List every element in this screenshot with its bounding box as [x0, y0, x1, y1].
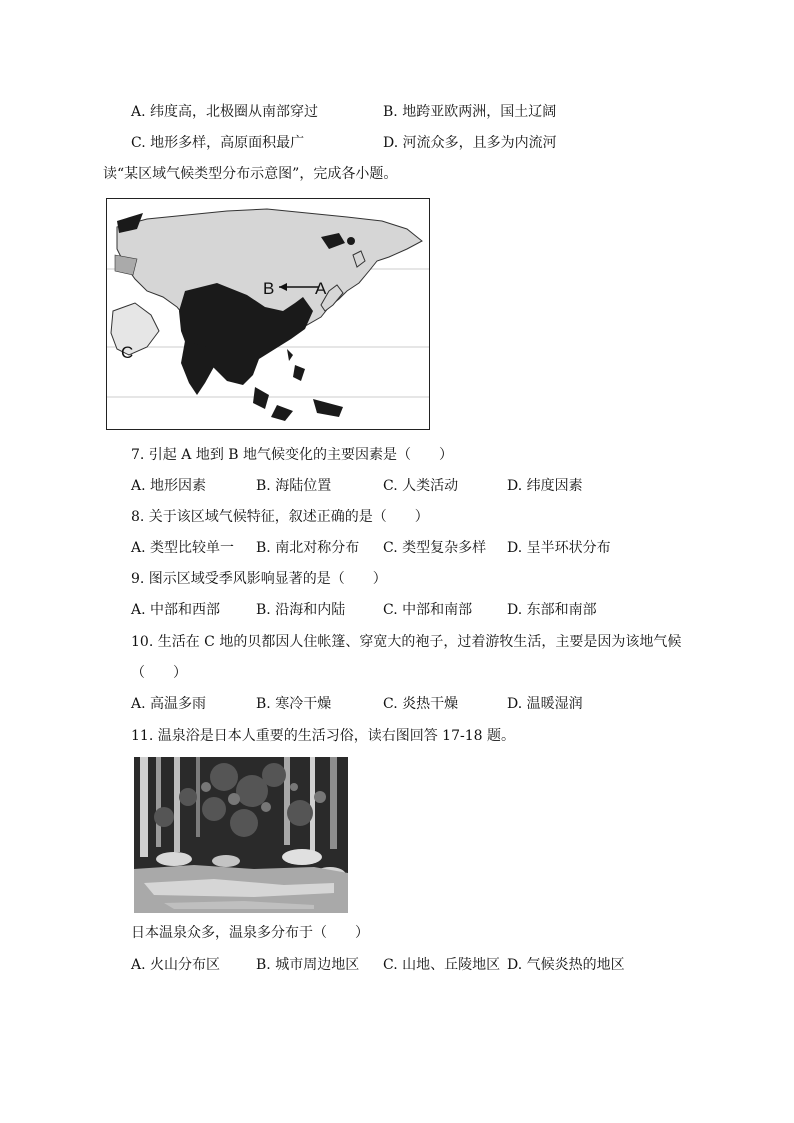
q8-option-d: D. 呈半环状分布: [507, 540, 611, 556]
q10-stem: 10. 生活在 C 地的贝都因人住帐篷、穿宽大的袍子，过着游牧生活，主要是因为该地气候: [131, 634, 682, 650]
q7-option-d: D. 纬度因素: [507, 478, 583, 494]
q11-option-d: D. 气候炎热的地区: [507, 957, 625, 973]
q7-option-a: A. 地形因素: [131, 478, 207, 494]
q10-option-b: B. 寒冷干燥: [256, 696, 332, 712]
q10-option-a: A. 高温多雨: [131, 696, 207, 712]
q8-stem: 8. 关于该区域气候特征，叙述正确的是（ ）: [131, 509, 429, 525]
q9-option-b: B. 沿海和内陆: [256, 602, 346, 618]
map-label-a: A: [315, 279, 327, 298]
q8-option-c: C. 类型复杂多样: [383, 540, 487, 556]
q9-option-c: C. 中部和南部: [383, 602, 473, 618]
hot-spring-photo: [134, 757, 348, 913]
climate-map: [106, 198, 430, 430]
q9-option-a: A. 中部和西部: [131, 602, 221, 618]
climate-map-svg: [107, 199, 429, 429]
q11-option-a: A. 火山分布区: [131, 957, 221, 973]
q10-stem-cont: （ ）: [131, 665, 187, 681]
q10-option-c: C. 炎热干燥: [383, 696, 459, 712]
q9-stem: 9. 图示区域受季风影响显著的是（ ）: [131, 571, 387, 587]
q6-option-d: D. 河流众多，且多为内流河: [383, 135, 557, 151]
q11-option-b: B. 城市周边地区: [256, 957, 360, 973]
q6-option-b: B. 地跨亚欧两洲，国土辽阔: [383, 104, 557, 120]
q11-stem: 11. 温泉浴是日本人重要的生活习俗，读右图回答 17-18 题。: [131, 728, 515, 744]
q10-option-d: D. 温暖湿润: [507, 696, 583, 712]
intro-text: 读“某区域气候类型分布示意图”，完成各小题。: [103, 166, 398, 182]
q11-sub-question: 日本温泉众多，温泉多分布于（ ）: [131, 925, 369, 941]
map-label-c: C: [121, 343, 134, 362]
q9-option-d: D. 东部和南部: [507, 602, 597, 618]
q7-option-c: C. 人类活动: [383, 478, 459, 494]
q6-option-a: A. 纬度高，北极圈从南部穿过: [131, 104, 319, 120]
hot-spring-photo-svg: [134, 757, 348, 913]
q8-option-a: A. 类型比较单一: [131, 540, 235, 556]
q7-stem: 7. 引起 A 地到 B 地气候变化的主要因素是（ ）: [131, 447, 454, 463]
map-label-b: B: [263, 279, 275, 298]
q7-option-b: B. 海陆位置: [256, 478, 332, 494]
q8-option-b: B. 南北对称分布: [256, 540, 360, 556]
q11-option-c: C. 山地、丘陵地区: [383, 957, 501, 973]
q6-option-c: C. 地形多样，高原面积最广: [131, 135, 305, 151]
